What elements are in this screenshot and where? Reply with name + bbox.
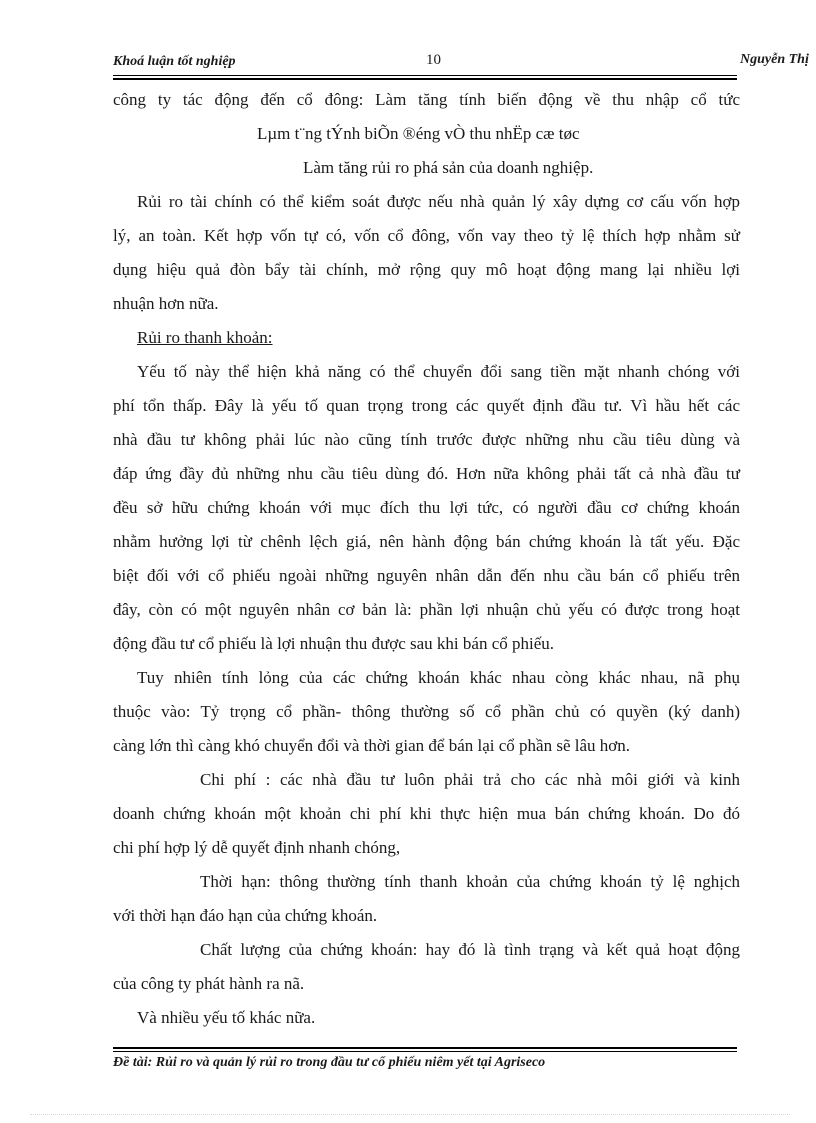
paragraph-line: động đầu tư cổ phiếu là lợi nhuận thu được sau khi bán cổ phiếu. bbox=[113, 634, 555, 653]
paragraph-line: biệt đối với cổ phiếu ngoài những nguyên nhân dẫn đến nhu cầu bán cổ phiếu trên bbox=[113, 566, 740, 585]
body-line-garbled: Lµm t¨ng tÝnh biÕn ®éng vÒ thu nhËp cæ tøc bbox=[257, 124, 580, 143]
page-header bbox=[0, 48, 816, 78]
paragraph-line: đây, còn có một nguyên nhân cơ bản là: phần lợi nhuận chủ yếu có được trong hoạt bbox=[113, 600, 740, 619]
paragraph-line: chi phí hợp lý dễ quyết định nhanh chóng, bbox=[113, 838, 401, 857]
page-number: 10 bbox=[426, 52, 441, 68]
body-line: công ty tác động đến cổ đông: Làm tăng tính biến động về thu nhập cổ tức bbox=[113, 90, 740, 109]
paragraph-line: đáp ứng đầy đủ những nhu cầu tiêu dùng đó. Hơn nữa không phải tất cả nhà đầu tư bbox=[113, 464, 740, 483]
page-edge-dotted-line bbox=[30, 1114, 790, 1115]
paragraph-line: nhằm hưởng lợi từ chênh lệch giá, nên hành động bán chứng khoán là tất yếu. Đặc bbox=[113, 532, 740, 551]
header-rule-thick bbox=[113, 78, 737, 80]
paragraph-line: nhuận hơn nữa. bbox=[113, 294, 219, 313]
paragraph-line: lý, an toàn. Kết hợp vốn tự có, vốn cổ đông, vốn vay theo tỷ lệ thích hợp nhằm sử bbox=[113, 226, 740, 245]
paragraph-line: Tuy nhiên tính lỏng của các chứng khoán khác nhau còng khác nhau, nã phụ bbox=[137, 668, 740, 687]
body-line: Làm tăng rủi ro phá sản của doanh nghiệp. bbox=[303, 158, 594, 177]
paragraph-line: dụng hiệu quả đòn bẩy tài chính, mở rộng quy mô hoạt động mang lại nhiều lợi bbox=[113, 260, 740, 279]
paragraph-line: doanh chứng khoán một khoản chi phí khi thực hiện mua bán chứng khoán. Do đó bbox=[113, 804, 740, 823]
paragraph-line: của công ty phát hành ra nã. bbox=[113, 974, 305, 993]
header-author: Nguyễn Thị bbox=[740, 52, 809, 67]
footer-rule-thin bbox=[113, 1051, 737, 1052]
footer-rule-thick bbox=[113, 1047, 737, 1049]
paragraph-line: Thời hạn: thông thường tính thanh khoản của chứng khoán tỷ lệ nghịch bbox=[200, 872, 740, 891]
paragraph-line: Chất lượng của chứng khoán: hay đó là tình trạng và kết quả hoạt động bbox=[200, 940, 740, 959]
paragraph-line: Và nhiều yếu tố khác nữa. bbox=[137, 1008, 316, 1027]
paragraph-line: với thời hạn đáo hạn của chứng khoán. bbox=[113, 906, 378, 925]
header-thesis-title: Khoá luận tốt nghiệp bbox=[113, 54, 236, 69]
paragraph-line: thuộc vào: Tỷ trọng cổ phần- thông thường số cổ phần chủ có quyền (ký danh) bbox=[113, 702, 740, 721]
paragraph-line: Rủi ro tài chính có thể kiểm soát được nếu nhà quản lý xây dựng cơ cấu vốn hợp bbox=[137, 192, 740, 211]
paragraph-line: phí tổn thấp. Đây là yếu tố quan trọng trong các quyết định đầu tư. Vì hầu hết các bbox=[113, 396, 740, 415]
header-rule-thin bbox=[113, 75, 737, 76]
section-heading: Rủi ro thanh khoản: bbox=[137, 328, 273, 347]
paragraph-line: càng lớn thì càng khó chuyển đổi và thời gian để bán lại cổ phần sẽ lâu hơn. bbox=[113, 736, 630, 755]
paragraph-line: Yếu tố này thể hiện khả năng có thể chuyển đổi sang tiền mặt nhanh chóng với bbox=[137, 362, 740, 381]
footer-topic: Đề tài: Rủi ro và quản lý rủi ro trong đầu tư cổ phiếu niêm yết tại Agriseco bbox=[113, 1055, 546, 1070]
paragraph-line: đều sở hữu chứng khoán với mục đích thu lợi tức, có người đầu cơ chứng khoán bbox=[113, 498, 740, 517]
paragraph-line: nhà đầu tư không phải lúc nào cũng tính trước được những nhu cầu tiêu dùng và bbox=[113, 430, 740, 449]
paragraph-line: Chi phí : các nhà đầu tư luôn phải trả cho các nhà môi giới và kinh bbox=[200, 770, 740, 789]
